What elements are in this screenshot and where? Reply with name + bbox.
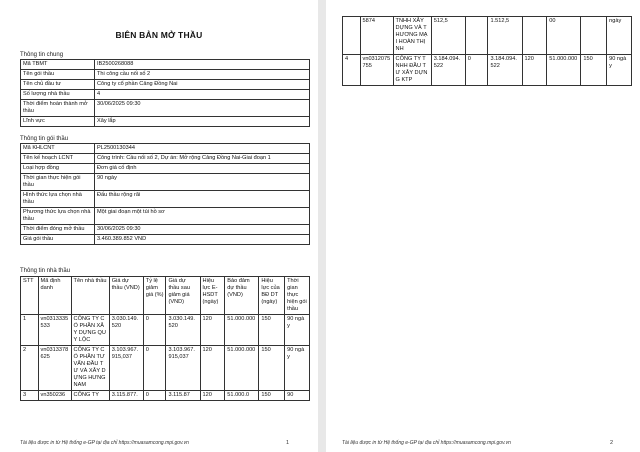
table-cell: ngày [607,17,632,55]
package-info-row [21,235,310,245]
table-cell: 0 [143,315,166,346]
table-cell: 90 [285,391,310,401]
field-label: Giá gói thầu [21,235,95,245]
field-label: Mã KHLCNT [21,144,95,154]
table-cell: 51.000.000 [547,55,581,86]
field-value: Một giai đoạn một túi hồ sơ [95,208,310,225]
table-cell: 3.115.87 [166,391,200,401]
table-cell: 0 [143,391,166,401]
page-gap [318,0,326,452]
table-cell: 150 [259,315,285,346]
table-cell: 150 [259,346,285,391]
bidder-row [21,391,310,401]
field-label: Lĩnh vực [21,117,95,127]
column-header: Tên nhà thầu [71,277,109,315]
package-info-row [21,144,310,154]
table-cell: 3.184.094.522 [488,55,522,86]
table-cell: 3.184.094.522 [431,55,465,86]
field-value: 30/06/2025 09:30 [95,100,310,117]
column-header: Giá dự thầu sau giảm giá (VND) [166,277,200,315]
general-info-row [21,60,310,70]
table-cell: 5874 [360,17,393,55]
general-info-row [21,80,310,90]
field-label: Phương thức lựa chọn nhà thầu [21,208,95,225]
package-info-row [21,208,310,225]
package-info-table [20,143,310,245]
document-title: BIÊN BẢN MỞ THẦU [115,30,203,40]
table-cell: CÔNG TY [71,391,109,401]
table-cell: 51.000.000 [225,315,259,346]
field-value: IB2500268088 [95,60,310,70]
table-cell: 150 [259,391,285,401]
column-header: Giá dự thầu (VND) [109,277,143,315]
footer-text: Tài liệu được in từ Hệ thống e-GP tại địa chỉ https://muasamcong.mpi.gov.vn [342,440,511,446]
table-cell: 120 [200,315,225,346]
table-cell: 3.103.967.915,037 [109,346,143,391]
field-value: 90 ngày [95,174,310,191]
field-value: 4 [95,90,310,100]
field-label: Hình thức lựa chọn nhà thầu [21,191,95,208]
column-header: Bảo đảm dự thầu (VND) [225,277,259,315]
column-header: Hiệu lực của BĐ DT (ngày) [259,277,285,315]
table-cell: 512,5 [431,17,465,55]
table-cell: 0 [465,55,488,86]
package-info-row [21,191,310,208]
table-cell: 120 [522,55,547,86]
table-cell: 120 [200,391,225,401]
field-label: Tên gói thầu [21,70,95,80]
table-cell: 51.000.000 [225,346,259,391]
table-cell: 1.512,5 [488,17,522,55]
table-cell: vn0313335533 [38,315,71,346]
table-cell: 90 ngày [285,346,310,391]
table-cell: 3.115.877. [109,391,143,401]
general-heading: Thông tin chung [20,52,64,58]
field-value: PL2500130344 [95,144,310,154]
table-cell: vn0312075755 [360,55,393,86]
page-number: 1 [286,440,290,446]
table-cell: vn350236 [38,391,71,401]
table-cell: 1 [21,315,39,346]
package-heading: Thông tin gói thầu [20,136,69,142]
field-label: Mã TBMT [21,60,95,70]
table-cell [522,17,547,55]
field-value: 30/06/2025 09:30 [95,225,310,235]
field-value: Công trình: Cầu nối số 2, Dự án: Mở rộng Cảng Đồng Nai-Giai đoạn 1 [95,154,310,164]
table-cell: 3.030.149.520 [166,315,200,346]
field-value: Đấu thầu rộng rãi [95,191,310,208]
column-header: Mã định danh [38,277,71,315]
column-header: Hiệu lực E-HSDT (ngày) [200,277,225,315]
field-value: 3.460.389.852 VND [95,235,310,245]
table-cell: TNHH XÂY DỰNG VÀ THƯƠNG MẠI HOÀN THỊNH [393,17,431,55]
table-cell [581,17,607,55]
table-cell: 120 [200,346,225,391]
bidders-heading: Thông tin nhà thầu [20,268,71,274]
table-cell: CÔNG TY CỔ PHẦN XÂY DỰNG QUY LỘC [71,315,109,346]
column-header: STT [21,277,39,315]
field-label: Thời điểm hoàn thành mở thầu [21,100,95,117]
package-info-row [21,174,310,191]
field-value: Xây lắp [95,117,310,127]
field-label: Loại hợp đồng [21,164,95,174]
table-cell: 4 [343,55,361,86]
table-cell: 00 [547,17,581,55]
table-cell: CÔNG TY TNHH ĐẦU TƯ XÂY DỰNG KTP [393,55,431,86]
table-cell: 0 [143,346,166,391]
package-info-row [21,164,310,174]
bidders-table-continued [342,16,632,86]
general-info-row [21,117,310,127]
table-cell: 3.030.149.520 [109,315,143,346]
field-label: Tên chủ đầu tư [21,80,95,90]
field-label: Thời gian thực hiện gói thầu [21,174,95,191]
column-header: Thời gian thực hiện gói thầu [285,277,310,315]
table-cell: CÔNG TY CỔ PHẦN TƯ VẤN ĐẦU TƯ VÀ XÂY DỰNG HƯNG NAM [71,346,109,391]
general-info-table [20,59,310,127]
bidder-row [343,17,632,55]
table-cell: 150 [581,55,607,86]
table-cell [343,17,361,55]
field-label: Tên kế hoạch LCNT [21,154,95,164]
document-page-1 [0,0,318,452]
document-page-2 [326,0,640,452]
page-number: 2 [610,440,614,446]
field-label: Số lượng nhà thầu [21,90,95,100]
table-cell: 51.000.0 [225,391,259,401]
table-cell [465,17,488,55]
table-cell: 90 ngày [607,55,632,86]
table-cell: 3.103.967.915,037 [166,346,200,391]
general-info-row [21,90,310,100]
package-info-row [21,154,310,164]
footer-text: Tài liệu được in từ Hệ thống e-GP tại địa chỉ https://muasamcong.mpi.gov.vn [20,440,189,446]
bidder-row [21,315,310,346]
general-info-row [21,70,310,80]
general-info-row [21,100,310,117]
table-cell: 3 [21,391,39,401]
table-cell: vn0313378625 [38,346,71,391]
bidders-table [20,276,310,401]
field-value: Đơn giá cố định [95,164,310,174]
field-value: Công ty cổ phần Cảng Đồng Nai [95,80,310,90]
bidder-row [343,55,632,86]
package-info-row [21,225,310,235]
table-cell: 2 [21,346,39,391]
column-header: Tỷ lệ giảm giá (%) [143,277,166,315]
field-value: Thi công cầu nối số 2 [95,70,310,80]
table-cell: 90 ngày [285,315,310,346]
field-label: Thời điểm đóng mở thầu [21,225,95,235]
bidder-row [21,346,310,391]
